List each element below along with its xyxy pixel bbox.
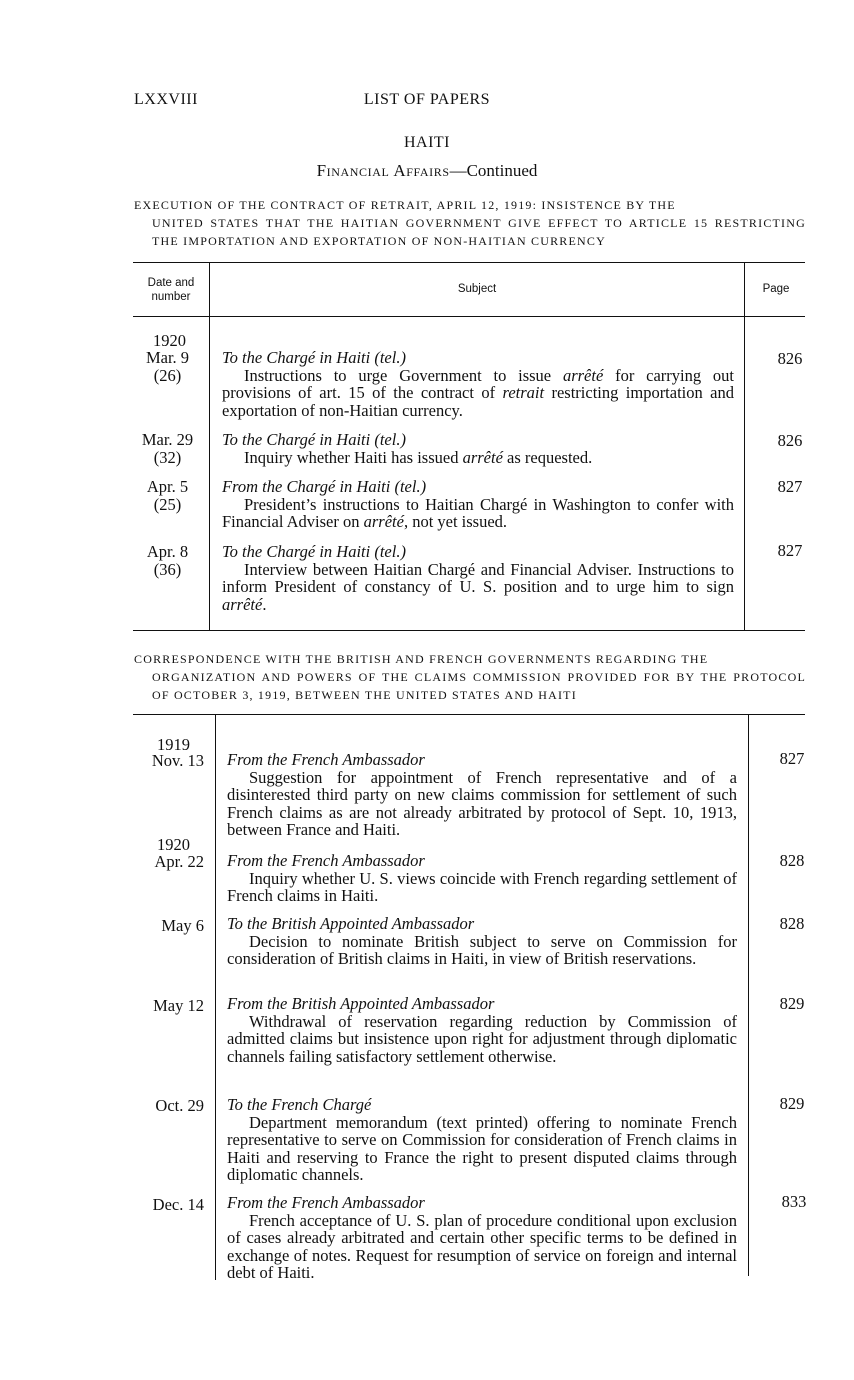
entry-term: arrêté: [222, 594, 263, 614]
entry-page: 826: [777, 349, 803, 368]
entry-description: Department memorandum (text printed) offering to nominate French representative to serve on Commission for consideration of French claims in Haiti and reserving to France the right to present disputed claims through diplomatic channels.: [227, 1112, 737, 1184]
column-header-date: Date and number: [147, 277, 195, 303]
entry-number: (26): [153, 366, 182, 385]
entry-title: To the French Chargé: [227, 1095, 372, 1114]
entry-title: To the Chargé in Haiti (tel.): [222, 542, 406, 561]
entry-title: From the French Ambassador: [227, 1193, 425, 1212]
entry-page: 833: [781, 1192, 807, 1211]
section1-heading: [134, 196, 806, 250]
entry-subject: [227, 1096, 737, 1184]
entry-date: [134, 997, 204, 1014]
entry-description: [222, 496, 734, 531]
entry-subject: [222, 543, 734, 613]
country-heading: HAITI: [403, 134, 451, 151]
entry-description: Decision to nominate British subject to serve on Commission for consideration of British claims in Haiti, in view of British reservations.: [227, 931, 737, 968]
sub-heading: [0, 161, 854, 181]
entry-text: .: [262, 594, 267, 614]
table1-col-divider-1: [209, 262, 210, 630]
table2-col-divider-2: [748, 714, 749, 1276]
entry-subject: [227, 1194, 737, 1282]
entry-title: To the Chargé in Haiti (tel.): [222, 430, 406, 449]
year-label: 1920: [153, 331, 186, 350]
section2-heading: [134, 650, 806, 704]
running-title: LIST OF PAPERS: [363, 91, 491, 108]
entry-date: [130, 478, 205, 513]
entry-date-day: Apr. 22: [154, 852, 204, 871]
entry-description: Withdrawal of reservation regarding reduction by Commission of admitted claims but insistence upon right for adjustment through diplomatic channels failing satisfactory settlement otherwise.: [227, 1011, 737, 1066]
entry-date: [130, 543, 205, 578]
entry-subject: [222, 431, 734, 466]
entry-text: President’s instructions to Haitian Chargé in Washington to confer with Financial Adviser on: [222, 494, 734, 531]
entry-date-day: May 6: [161, 916, 204, 935]
entry-date: [134, 917, 204, 934]
entry-page: 829: [779, 994, 805, 1013]
sub-heading-main: Financial Affairs: [316, 161, 450, 180]
table2-col-divider-1: [215, 714, 216, 1280]
section1-heading-rest: UNITED STATES THAT THE HAITIAN GOVERNMENT GIVE EFFECT TO ARTICLE 15 RESTRICTING THE IMPORTATION AND EXPORTATION OF NON-HAITIAN CURRENCY: [152, 216, 806, 248]
entry-date: [134, 1196, 204, 1213]
table1-top-rule: [133, 262, 805, 263]
entry-subject: [222, 478, 734, 531]
entry-title: From the French Ambassador: [227, 750, 425, 769]
entry-page: 827: [779, 749, 805, 768]
section2-heading-first: CORRESPONDENCE WITH THE BRITISH AND FRENCH GOVERNMENTS REGARDING THE: [134, 652, 709, 666]
entry-number: (25): [153, 495, 182, 514]
entry-description: Inquiry whether U. S. views coincide with French regarding settlement of French claims in Haiti.: [227, 868, 737, 905]
year-label: 1920: [157, 835, 190, 854]
page-number-roman: LXXVIII: [134, 91, 198, 108]
table2-top-rule: [133, 714, 805, 715]
entry-date: [134, 853, 204, 870]
section2-heading-rest: ORGANIZATION AND POWERS OF THE CLAIMS COMMISSION PROVIDED FOR BY THE PROTOCOL OF OCTOBER 3, 1919, BETWEEN THE UNITED STATES AND HAITI: [152, 670, 806, 702]
entry-text: as requested.: [502, 447, 593, 467]
entry-subject: [227, 751, 737, 839]
entry-date: [134, 752, 204, 769]
table1-bottom-rule: [133, 630, 805, 631]
entry-title: To the British Appointed Ambassador: [227, 914, 475, 933]
entry-text: Inquiry whether Haiti has issued: [244, 447, 463, 467]
entry-title: From the British Appointed Ambassador: [227, 994, 495, 1013]
column-header-page: Page: [762, 283, 790, 295]
year-label: 1919: [157, 735, 190, 754]
entry-number: (36): [153, 560, 182, 579]
entry-description: [222, 561, 734, 614]
entry-date-day: Dec. 14: [152, 1195, 204, 1214]
entry-term: arrêté: [363, 512, 404, 531]
entry-term: arrêté: [462, 447, 503, 467]
sub-heading-suffix: —Continued: [449, 161, 538, 180]
entry-date-day: May 12: [153, 996, 204, 1015]
entry-date-day: Nov. 13: [151, 751, 204, 770]
entry-text: restricting importation and exportation of non-Haitian currency.: [222, 383, 734, 420]
column-header-subject: Subject: [457, 283, 497, 295]
entry-date: [130, 431, 205, 466]
entry-description: French acceptance of U. S. plan of procedure conditional upon exclusion of cases already arbitrated and certain other specific terms to be defined in exchange of notes. Request for resumption of service on foreign and internal debt of Haiti.: [227, 1210, 737, 1282]
entry-date-day: Apr. 5: [146, 477, 189, 496]
entry-text: Interview between Haitian Chargé and Financial Adviser. Instructions to inform President of constancy of U. S. position and to urge him to sign: [222, 559, 734, 596]
entry-title: From the French Ambassador: [227, 851, 425, 870]
entry-page: 829: [779, 1094, 805, 1113]
entry-subject: [227, 915, 737, 968]
entry-date-day: Mar. 29: [141, 430, 194, 449]
entry-term: arrêté: [562, 365, 604, 385]
entry-subject: [222, 349, 734, 419]
entry-text: , not yet issued.: [403, 512, 508, 531]
entry-date: [134, 1097, 204, 1114]
entry-date-day: Mar. 9: [145, 348, 190, 367]
entry-date-day: Oct. 29: [155, 1096, 204, 1115]
entry-text: Instructions to urge Government to issue: [244, 365, 563, 385]
section1-heading-first: EXECUTION OF THE CONTRACT OF RETRAIT, APRIL 12, 1919: INSISTENCE BY THE: [134, 198, 676, 212]
entry-subject: [227, 995, 737, 1065]
entry-page: 828: [779, 851, 805, 870]
entry-title: From the Chargé in Haiti (tel.): [222, 477, 427, 496]
table1-col-divider-2: [744, 262, 745, 630]
entry-title: To the Chargé in Haiti (tel.): [222, 348, 406, 367]
entry-description: [222, 367, 734, 420]
entry-page: 827: [777, 477, 803, 496]
entry-number: (32): [153, 448, 182, 467]
entry-page: 826: [777, 431, 803, 450]
entry-description: Suggestion for appointment of French representative and of a disinterested third party on new claims commission for settlement of such French claims as are not already arbitrated by protocol of Sept. 10, 1913, between France and Haiti.: [227, 767, 737, 839]
entry-subject: [227, 852, 737, 905]
entry-description: [222, 449, 734, 467]
entry-page: 828: [779, 914, 805, 933]
entry-date: [130, 349, 205, 384]
entry-term: retrait: [502, 383, 545, 402]
entry-date-day: Apr. 8: [146, 542, 189, 561]
entry-page: 827: [777, 541, 803, 560]
table1-header-rule: [133, 316, 805, 317]
entry-text: for carrying out provisions of art. 15 of the contract of: [222, 365, 734, 402]
